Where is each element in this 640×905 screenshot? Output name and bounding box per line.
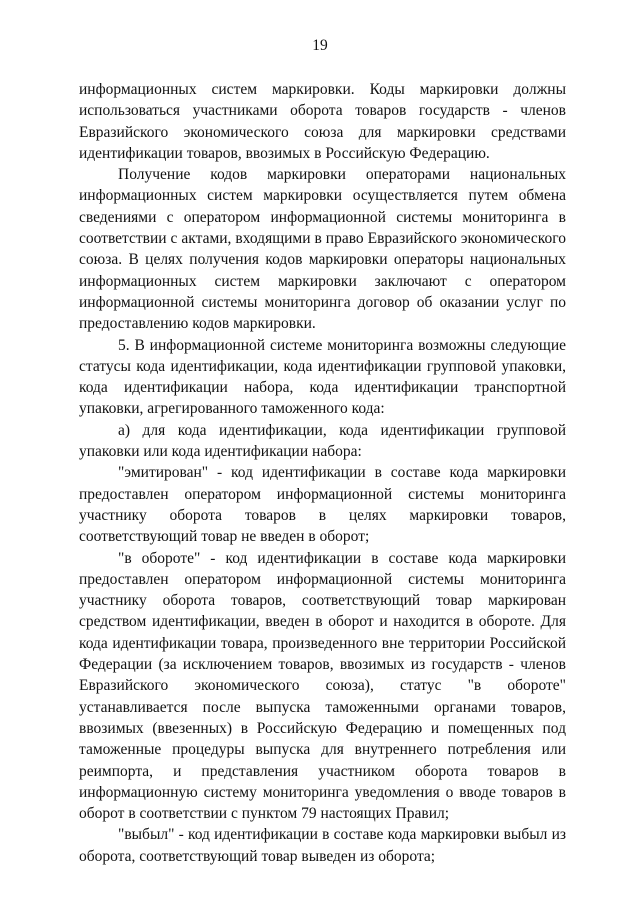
paragraph-continuation: информационных систем маркировки. Коды маркировки должны использоваться участниками оборота товаров государств - членов Евразийского экономического союза для маркировки средствами идентификации товаров, ввозимых в Российскую Федерацию. bbox=[79, 81, 566, 162]
paragraph-status-in-circulation: "в обороте" - код идентификации в составе кода маркировки предоставлен оператором информационной системы мониторинга участнику оборота товаров, соответствующий товар маркирован средством идентификации, введен в оборот и находится в обороте. Для кода идентификации товара, произведенного вне территории Российской Федерации (за исключением товаров, ввозимых из государств - членов Евразийского экономического союза), статус "в обороте" устанавливается после выпуска таможенными органами товаров, ввозимых (ввезенных) в Российскую Федерацию и помещенных под таможенные процедуры выпуска для внутреннего потребления или реимпорта, и представления участником оборота товаров в информационную систему мониторинга уведомления о вводе товаров в оборот в соответствии с пунктом 79 настоящих Правил; bbox=[79, 549, 566, 823]
paragraph-subitem-a: а) для кода идентификации, кода идентификации групповой упаковки или кода идентификации набора: bbox=[79, 421, 566, 461]
paragraph-status-emitted: "эмитирован" - код идентификации в составе кода маркировки предоставлен оператором информационной системы мониторинга участнику оборота товаров в целях маркировки товаров, соответствующий товар не введен в оборот; bbox=[79, 464, 566, 546]
paragraph-obtaining-codes: Получение кодов маркировки операторами национальных информационных систем маркировки осуществляется путем обмена сведениями с оператором информационной системы мониторинга в соответствии с актами, входящими в право Евразийского экономического союза. В целях получения кодов маркировки операторы национальных информационных систем маркировки заключают с оператором информационной системы мониторинга договор об оказании услуг по предоставлению кодов маркировки. bbox=[79, 166, 566, 333]
paragraph-status-withdrawn: "выбыл" - код идентификации в составе кода маркировки выбыл из оборота, соответствующий товар выведен из оборота; bbox=[79, 826, 566, 865]
paragraph-item-5: 5. В информационной системе мониторинга возможны следующие статусы кода идентификации, кода идентификации групповой упаковки, кода идентификации набора, кода идентификации транспортной упаковки, агрегированного таможенного кода: bbox=[79, 336, 566, 418]
document-body bbox=[79, 79, 566, 867]
page-number: 19 bbox=[312, 37, 328, 54]
